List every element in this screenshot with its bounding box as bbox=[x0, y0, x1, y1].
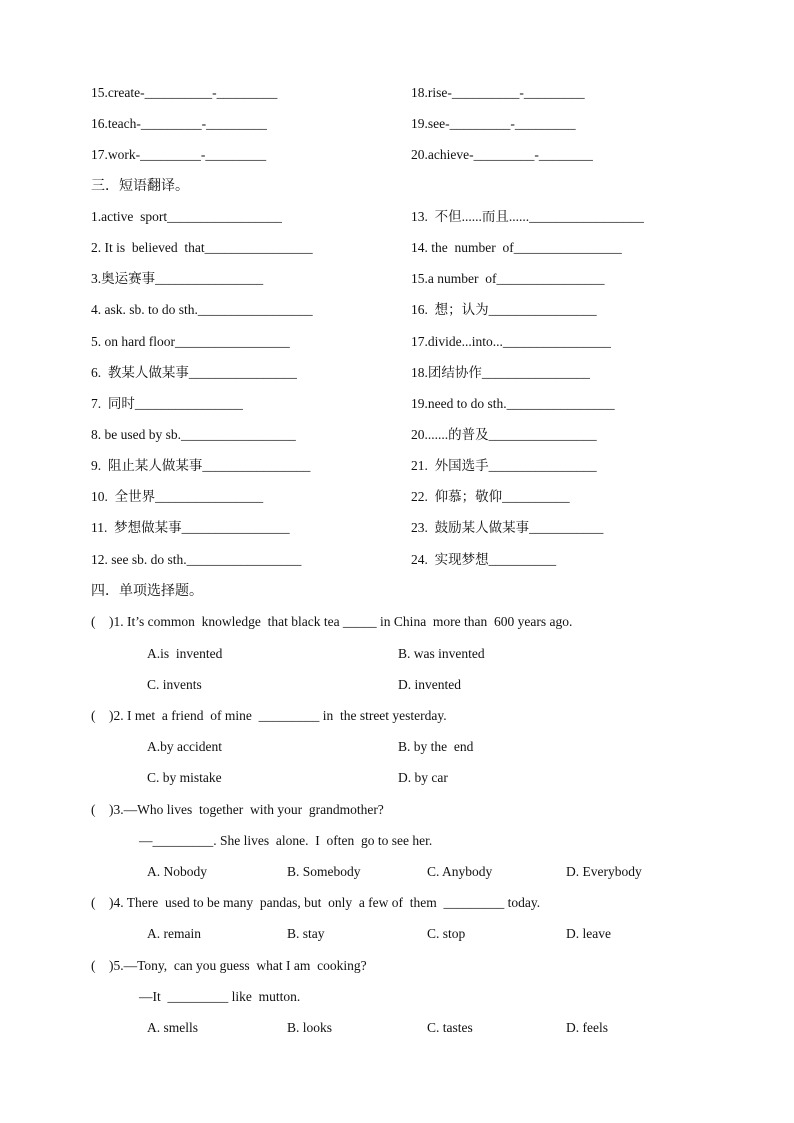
question-1-option-c: C. invents bbox=[147, 677, 202, 692]
section-3-heading: 三．短语翻译。 bbox=[91, 178, 189, 194]
phrase-13: 13. 不但......而且......_________________ bbox=[411, 209, 644, 224]
question-5-option-b: B. looks bbox=[287, 1020, 333, 1035]
phrase-14: 14. the number of________________ bbox=[411, 240, 622, 255]
question-5-reply: —It _________ like mutton. bbox=[139, 989, 301, 1004]
question-1-stem: ( )1. It’s common knowledge that black tea _____ in China more than 600 years ago. bbox=[91, 614, 573, 629]
question-3-option-d: D. Everybody bbox=[566, 864, 642, 879]
phrase-22: 22. 仰慕；敬仰__________ bbox=[411, 489, 570, 504]
phrase-16: 16. 想；认为________________ bbox=[411, 302, 597, 317]
question-5-option-c: C. tastes bbox=[427, 1020, 473, 1035]
verb-item-16: 16.teach-_________-_________ bbox=[91, 116, 267, 131]
phrase-23: 23. 鼓励某人做某事___________ bbox=[411, 520, 604, 535]
question-2-stem: ( )2. I met a friend of mine _________ in the street yesterday. bbox=[91, 708, 447, 723]
question-4-stem: ( )4. There used to be many pandas, but only a few of them _________ today. bbox=[91, 895, 541, 910]
phrase-5: 5. on hard floor_________________ bbox=[91, 334, 290, 349]
phrase-2: 2. It is believed that________________ bbox=[91, 240, 313, 255]
phrase-3: 3.奥运赛事________________ bbox=[91, 271, 264, 286]
phrase-11: 11. 梦想做某事________________ bbox=[91, 520, 290, 535]
phrase-17: 17.divide...into...________________ bbox=[411, 334, 611, 349]
question-1-option-b: B. was invented bbox=[398, 646, 485, 661]
phrase-10: 10. 全世界________________ bbox=[91, 489, 264, 504]
question-5-option-d: D. feels bbox=[566, 1020, 608, 1035]
question-3-option-b: B. Somebody bbox=[287, 864, 361, 879]
verb-item-15: 15.create-__________-_________ bbox=[91, 85, 278, 100]
phrase-19: 19.need to do sth.________________ bbox=[411, 396, 615, 411]
verb-item-18: 18.rise-__________-_________ bbox=[411, 85, 585, 100]
question-2-option-b: B. by the end bbox=[398, 739, 474, 754]
phrase-9: 9. 阻止某人做某事________________ bbox=[91, 458, 311, 473]
phrase-24: 24. 实现梦想__________ bbox=[411, 552, 557, 567]
question-2-option-d: D. by car bbox=[398, 770, 448, 785]
phrase-7: 7. 同时________________ bbox=[91, 396, 243, 411]
phrase-4: 4. ask. sb. to do sth._________________ bbox=[91, 302, 313, 317]
question-1-option-a: A.is invented bbox=[147, 646, 223, 661]
phrase-21: 21. 外国选手________________ bbox=[411, 458, 597, 473]
question-5-stem: ( )5.—Tony, can you guess what I am cooking? bbox=[91, 958, 367, 973]
question-3-option-c: C. Anybody bbox=[427, 864, 493, 879]
phrase-15: 15.a number of________________ bbox=[411, 271, 605, 286]
phrase-12: 12. see sb. do sth._________________ bbox=[91, 552, 302, 567]
section-4-heading: 四．单项选择题。 bbox=[91, 583, 203, 599]
question-4-option-d: D. leave bbox=[566, 926, 611, 941]
phrase-6: 6. 教某人做某事________________ bbox=[91, 365, 297, 380]
question-5-option-a: A. smells bbox=[147, 1020, 199, 1035]
question-1-option-d: D. invented bbox=[398, 677, 461, 692]
question-3-option-a: A. Nobody bbox=[147, 864, 207, 879]
phrase-1: 1.active sport_________________ bbox=[91, 209, 282, 224]
verb-item-20: 20.achieve-_________-________ bbox=[411, 147, 593, 162]
question-4-option-a: A. remain bbox=[147, 926, 201, 941]
verb-item-19: 19.see-_________-_________ bbox=[411, 116, 576, 131]
question-3-reply: —_________. She lives alone. I often go to see her. bbox=[139, 833, 433, 848]
verb-item-17: 17.work-_________-_________ bbox=[91, 147, 267, 162]
phrase-8: 8. be used by sb._________________ bbox=[91, 427, 296, 442]
phrase-18: 18.团结协作________________ bbox=[411, 365, 590, 380]
question-3-stem: ( )3.—Who lives together with your grandmother? bbox=[91, 802, 384, 817]
question-4-option-b: B. stay bbox=[287, 926, 325, 941]
question-2-option-a: A.by accident bbox=[147, 739, 222, 754]
question-2-option-c: C. by mistake bbox=[147, 770, 222, 785]
phrase-20: 20.......的普及________________ bbox=[411, 427, 597, 442]
question-4-option-c: C. stop bbox=[427, 926, 466, 941]
